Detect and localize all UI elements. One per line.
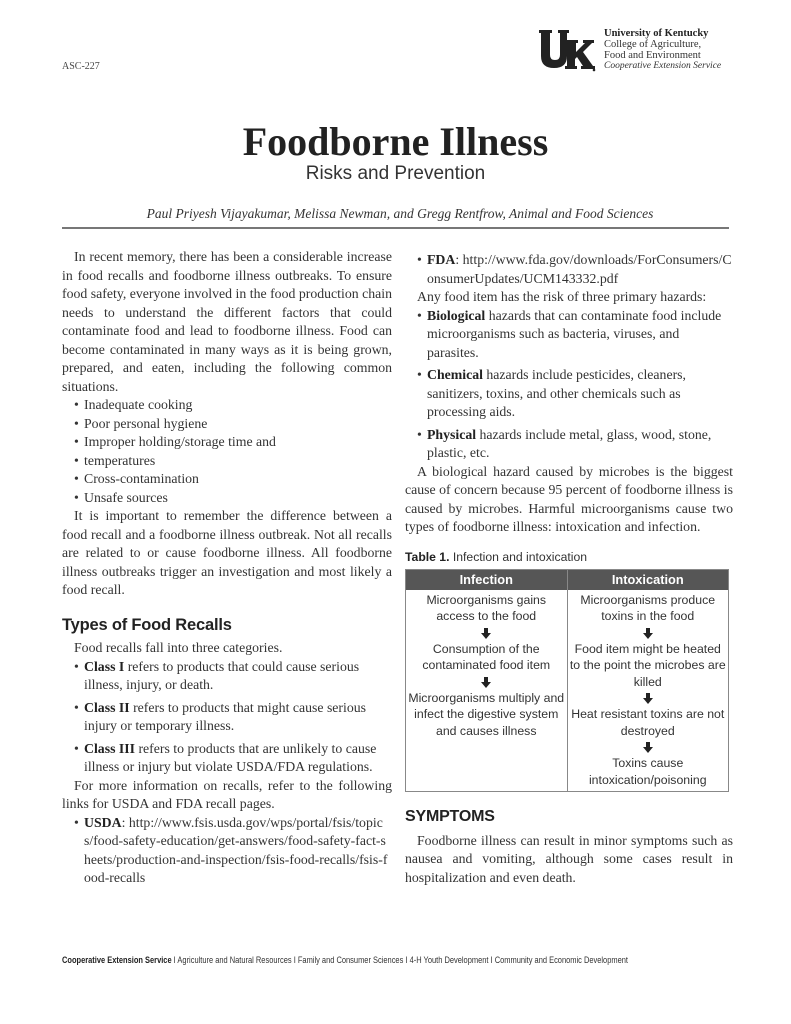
infection-step: Consumption of the contaminated food item: [422, 641, 551, 672]
recalls-intro: Food recalls fall into three categories.: [74, 640, 283, 655]
footer-departments: [62, 955, 628, 965]
footer-item: Community and Economic Development: [494, 955, 628, 965]
link-term: USDA: [84, 814, 122, 830]
uk-logo: [538, 28, 721, 72]
list-item: [417, 307, 733, 363]
list-item: [417, 366, 733, 422]
list-item: • temperatures: [74, 452, 392, 471]
class-description: refers to products that could cause serious illness, injury, or death.: [84, 658, 360, 692]
more-info-paragraph: For more information on recalls, refer to the following links for USDA and FDA recall pages.: [62, 777, 392, 811]
infection-intoxication-table: [405, 569, 729, 792]
class-term: Class II: [84, 699, 130, 715]
hazards-intro: Any food item has the risk of three primary hazards:: [417, 289, 707, 304]
list-item: [74, 658, 392, 695]
page-title: Foodborne Illness: [242, 119, 549, 164]
section-heading-symptoms: SYMPTOMS: [405, 808, 495, 825]
logo-extension: Cooperative Extension Service: [604, 61, 722, 71]
class-term: Class I: [84, 658, 125, 674]
list-item: • Inadequate cooking: [74, 396, 392, 415]
table-header-infection: Infection: [406, 570, 568, 590]
infection-step: Microorganisms multiply and infect the digestive system and causes illness: [408, 690, 565, 738]
intoxication-step: Heat resistant toxins are not destroyed: [571, 707, 725, 738]
hazard-description: hazards include metal, glass, wood, stone, plastic, etc.: [427, 426, 712, 460]
document-id: ASC-227: [62, 61, 100, 72]
fda-link[interactable]: : http://www.fda.gov/downloads/ForConsumers/ConsumerUpdates/UCM143332.pdf: [427, 252, 732, 286]
list-item: [74, 699, 392, 736]
section-heading-recalls: Types of Food Recalls: [62, 615, 232, 634]
intoxication-step: Microorganisms produce toxins in the food: [580, 592, 716, 623]
usda-link-item[interactable]: [74, 814, 392, 888]
list-item: [74, 740, 392, 777]
left-column: [62, 248, 392, 888]
list-item: • Poor personal hygiene: [74, 415, 392, 434]
hazard-term: Chemical: [427, 367, 483, 382]
down-arrow-icon: [481, 677, 491, 688]
footer-item: 4-H Youth Development: [409, 955, 489, 965]
links-list: [62, 814, 392, 888]
table-caption-label: Table 1.: [405, 549, 450, 564]
usda-link[interactable]: : http://www.fsis.usda.gov/wps/portal/fsis/topics/food-safety-education/get-answers/food-safety-fact-sheets/production-and-inspection/fsis-food-recalls/fsis-food-recalls: [84, 814, 388, 885]
list-item: [417, 426, 733, 463]
logo-college: College of Agriculture,: [604, 39, 702, 50]
down-arrow-icon: [643, 742, 653, 753]
class-description: refers to products that might cause serious injury or temporary illness.: [84, 699, 367, 733]
hazards-list: [405, 307, 733, 463]
table-caption-text: Infection and intoxication: [449, 549, 588, 564]
fda-link-item[interactable]: [417, 251, 733, 288]
hazard-term: Physical: [427, 426, 477, 442]
table-header-intoxication: Intoxication: [567, 570, 729, 590]
class-description: refers to products that are unlikely to cause illness or injury but violate USDA/FDA regulations.: [84, 740, 377, 774]
uk-logo-mark-icon: [538, 28, 596, 72]
intoxication-step: Toxins cause intoxication/poisoning: [588, 756, 707, 787]
table-caption: [405, 548, 733, 567]
footer-item: Agriculture and Natural Resources: [177, 955, 292, 965]
footer-separator: I: [403, 955, 410, 965]
links-list-cont: [405, 251, 733, 288]
header-divider: [62, 227, 729, 229]
hazard-term: Biological: [427, 307, 486, 323]
page-subtitle: Risks and Prevention: [305, 163, 486, 184]
hazard-description: hazards that can contaminate food include microorganisms such as bacteria, viruses, and parasites.: [427, 307, 722, 360]
logo-university: University of Kentucky: [604, 28, 709, 39]
footer-separator: I: [291, 955, 298, 965]
list-item: • Unsafe sources: [74, 489, 392, 508]
authors-line: Paul Priyesh Vijayakumar, Melissa Newman, and Gregg Rentfrow, Animal and Food Sciences: [146, 206, 654, 221]
biological-paragraph: A biological hazard caused by microbes is the biggest cause of concern because 95 percent of foodborne illness is caused by microbes. Harmful microorganisms cause two types of foodborne illness: intoxication and infection.: [405, 463, 733, 534]
footer-lead: Cooperative Extension Service: [62, 955, 172, 965]
down-arrow-icon: [481, 628, 491, 639]
link-term: FDA: [427, 252, 456, 267]
intro-paragraph: In recent memory, there has been a considerable increase in food recalls and foodborne illness outbreaks. To ensure food safety, everyone involved in the food production chain needs to understand the different factors that could contaminate food and lead to foodborne illness. Food can become contaminated in many ways as it is being grown, prepared, and eaten, including the following common situations.: [62, 249, 392, 394]
intoxication-steps-cell: [567, 590, 729, 792]
down-arrow-icon: [643, 693, 653, 704]
intoxication-step: Food item might be heated to the point the microbes are killed: [569, 641, 726, 689]
infection-steps-cell: [406, 590, 568, 792]
logo-college-cont: Food and Environment: [604, 50, 701, 61]
recall-classes-list: [62, 658, 392, 777]
infection-step: Microorganisms gains access to the food: [426, 592, 547, 623]
situations-list: [62, 396, 392, 507]
table-row: [406, 590, 729, 792]
symptoms-paragraph: Foodborne illness can result in minor symptoms such as nausea and vomiting, although some cases result in hospitalization and even death.: [405, 832, 733, 885]
footer-separator: I: [488, 955, 495, 965]
class-term: Class III: [84, 740, 135, 756]
right-column: [405, 251, 733, 887]
footer-item: Family and Consumer Sciences: [297, 955, 404, 965]
down-arrow-icon: [643, 628, 653, 639]
list-item: • Improper holding/storage time and: [74, 433, 392, 452]
hazard-description: hazards include pesticides, cleaners, sanitizers, toxins, and other chemicals such as processing aids.: [427, 367, 686, 419]
difference-paragraph: It is important to remember the difference between a food recall and a foodborne illness outbreak. Not all recalls are related to or cause foodborne illness. All foodborne illness outbreaks trigger an investigation and most likely a food recall.: [62, 508, 392, 597]
list-item: • Cross-contamination: [74, 470, 392, 489]
footer-separator: I: [171, 955, 178, 965]
